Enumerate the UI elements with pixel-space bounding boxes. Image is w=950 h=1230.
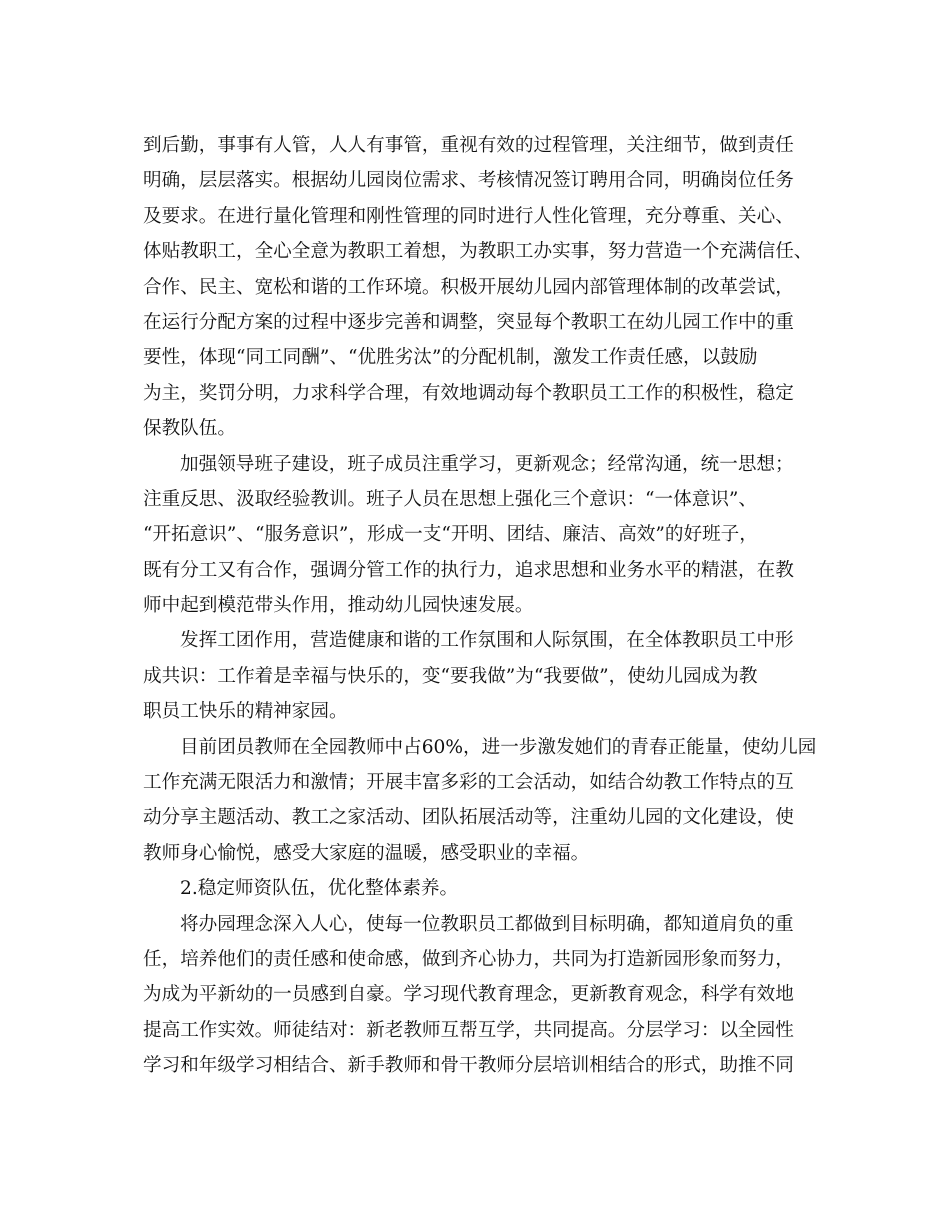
paragraph-start-line: 目前团员教师在全园教师中占60%，进一步激发她们的青春正能量，使幼儿园 bbox=[180, 736, 817, 758]
text-line: 动分享主题活动、教工之家活动、团队拓展活动等，注重幼儿园的文化建设，使 bbox=[143, 807, 794, 829]
text-line: 保教队伍。 bbox=[143, 418, 236, 440]
text-line: 到后勤，事事有人管，人人有事管，重视有效的过程管理，关注细节，做到责任 bbox=[143, 135, 794, 156]
text-line: 既有分工又有合作，强调分管工作的执行力，追求思想和业务水平的精湛，在教 bbox=[143, 559, 794, 581]
text-line: 注重反思、汲取经验教训。班子人员在思想上强化三个意识：“一体意识”、 bbox=[143, 488, 758, 510]
text-line: 提高工作实效。师徒结对：新老教师互帮互学，共同提高。分层学习：以全园性 bbox=[143, 1019, 794, 1041]
text-line: 工作充满无限活力和激情；开展丰富多彩的工会活动，如结合幼教工作特点的互 bbox=[143, 772, 794, 794]
text-line: “开拓意识”、“服务意识”，形成一支“开明、团结、廉洁、高效”的好班子， bbox=[143, 524, 758, 546]
body-text bbox=[143, 128, 817, 1084]
text-line: 明确，层层落实。根据幼儿园岗位需求、考核情况签订聘用合同，明确岗位任务 bbox=[143, 170, 794, 192]
text-line: 及要求。在进行量化管理和刚性管理的同时进行人性化管理，充分尊重、关心、 bbox=[143, 205, 794, 227]
text-line: 教师身心愉悦，感受大家庭的温暖，感受职业的幸福。 bbox=[143, 842, 590, 864]
text-line: 体贴教职工，全心全意为教职工着想，为教职工办实事，努力营造一个充满信任、 bbox=[143, 241, 813, 263]
text-line: 成共识：工作着是幸福与快乐的，变“要我做”为“我要做”，使幼儿园成为教 bbox=[143, 665, 758, 687]
paragraph-start-line: 将办园理念深入人心，使每一位教职员工都做到目标明确，都知道肩负的重 bbox=[180, 913, 794, 935]
text-line: 要性，体现“同工同酬”、“优胜劣汰”的分配机制，激发工作责任感，以鼓励 bbox=[143, 347, 758, 369]
paragraph-start-line: 加强领导班子建设，班子成员注重学习，更新观念；经常沟通，统一思想； bbox=[180, 453, 794, 475]
text-line: 为成为平新幼的一员感到自豪。学习现代教育理念，更新教育观念，科学有效地 bbox=[143, 984, 794, 1006]
section-heading-line: 2.稳定师资队伍，优化整体素养。 bbox=[180, 878, 459, 900]
text-line: 任，培养他们的责任感和使命感，做到齐心协力，共同为打造新园形象而努力， bbox=[143, 948, 794, 970]
paragraph-start-line: 发挥工团作用，营造健康和谐的工作氛围和人际氛围，在全体教职员工中形 bbox=[180, 630, 794, 652]
text-line: 师中起到模范带头作用，推动幼儿园快速发展。 bbox=[143, 595, 534, 617]
text-line: 职员工快乐的精神家园。 bbox=[143, 701, 348, 723]
text-line: 为主，奖罚分明，力求科学合理，有效地调动每个教职员工工作的积极性，稳定 bbox=[143, 382, 794, 404]
text-line: 在运行分配方案的过程中逐步完善和调整，突显每个教职工在幼儿园工作中的重 bbox=[143, 311, 794, 333]
text-line: 合作、民主、宽松和谐的工作环境。积极开展幼儿园内部管理体制的改革尝试， bbox=[143, 276, 794, 298]
text-line: 学习和年级学习相结合、新手教师和骨干教师分层培训相结合的形式，助推不同 bbox=[143, 1055, 794, 1077]
